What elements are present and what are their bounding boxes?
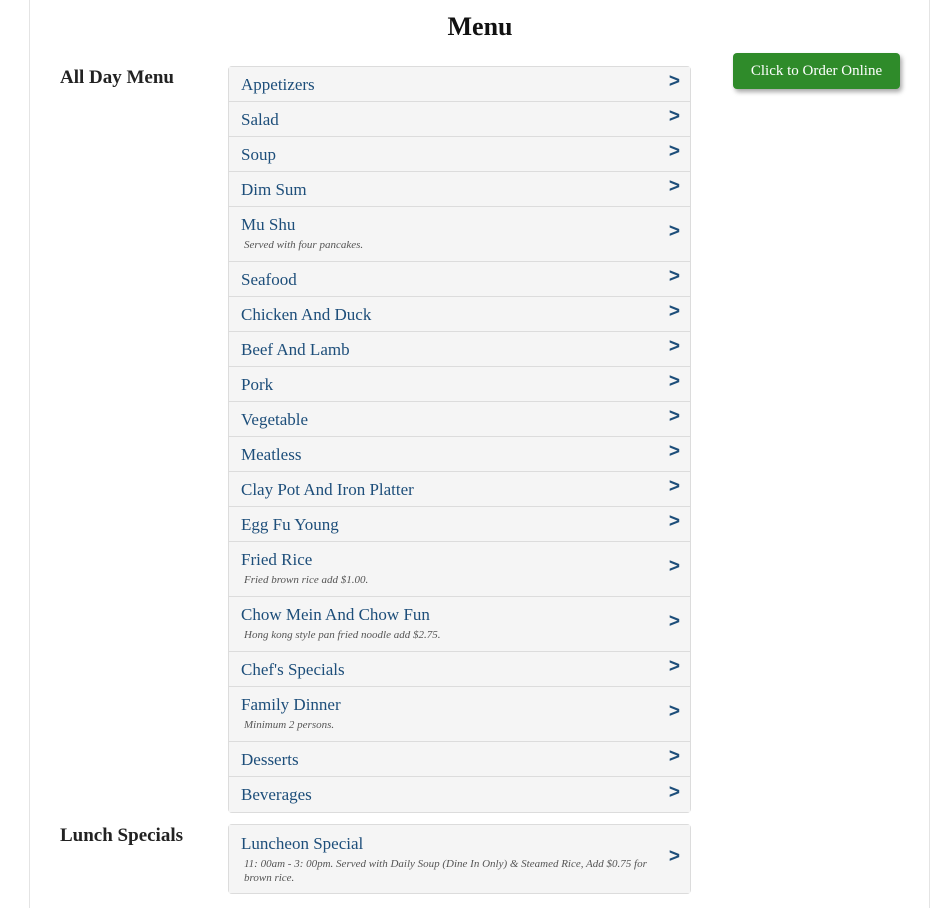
section-title-all-day-menu: All Day Menu [60, 67, 174, 88]
chevron-right-icon: > [668, 745, 680, 767]
menu-item-name: Meatless [241, 445, 302, 464]
chevron-right-icon: > [668, 845, 680, 867]
chevron-right-icon: > [668, 781, 680, 803]
menu-item-beef-and-lamb[interactable] [229, 332, 690, 367]
menu-item-name: Chicken And Duck [241, 305, 372, 324]
menu-item-appetizers[interactable] [229, 67, 690, 102]
menu-item-name: Pork [241, 375, 274, 394]
menu-item-family-dinner[interactable] [229, 687, 690, 742]
menu-item-name: Luncheon Special [241, 834, 364, 853]
menu-item-mu-shu[interactable] [229, 207, 690, 262]
menu-item-name: Egg Fu Young [241, 515, 339, 534]
lunch-specials-list [228, 824, 691, 894]
chevron-right-icon: > [668, 335, 680, 357]
page-title: Menu [447, 12, 513, 41]
menu-item-name: Chef's Specials [241, 660, 345, 679]
chevron-right-icon: > [668, 70, 680, 92]
menu-item-desserts[interactable] [229, 742, 690, 777]
menu-item-name: Salad [241, 110, 279, 129]
chevron-right-icon: > [668, 510, 680, 532]
menu-item-name: Vegetable [241, 410, 309, 429]
section-title-lunch-specials: Lunch Specials [60, 825, 184, 846]
menu-item-chefs-specials[interactable] [229, 652, 690, 687]
menu-item-name: Soup [241, 145, 276, 164]
menu-item-seafood[interactable] [229, 262, 690, 297]
menu-item-name: Beverages [241, 785, 312, 804]
menu-item-name: Beef And Lamb [241, 340, 350, 359]
menu-item-salad[interactable] [229, 102, 690, 137]
menu-item-note: Hong kong style pan fried noodle add $2.75. [244, 629, 441, 641]
chevron-right-icon: > [668, 655, 680, 677]
chevron-right-icon: > [668, 475, 680, 497]
chevron-right-icon: > [668, 610, 680, 632]
menu-item-note: 11: 00am - 3: 00pm. Served with Daily Soup (Dine In Only) & Steamed Rice, Add $0.75 for brown rice. [244, 858, 647, 884]
menu-item-beverages[interactable] [229, 777, 690, 812]
chevron-right-icon: > [668, 300, 680, 322]
menu-item-luncheon-special[interactable] [229, 825, 690, 893]
chevron-right-icon: > [668, 370, 680, 392]
menu-item-dim-sum[interactable] [229, 172, 690, 207]
menu-item-name: Family Dinner [241, 695, 341, 714]
menu-item-chicken-and-duck[interactable] [229, 297, 690, 332]
all-day-menu-list [228, 66, 691, 813]
chevron-right-icon: > [668, 105, 680, 127]
chevron-right-icon: > [668, 555, 680, 577]
menu-item-name: Chow Mein And Chow Fun [241, 605, 430, 624]
menu-item-name: Mu Shu [241, 215, 296, 234]
menu-item-name: Fried Rice [241, 550, 313, 569]
menu-item-vegetable[interactable] [229, 402, 690, 437]
chevron-right-icon: > [668, 265, 680, 287]
chevron-right-icon: > [668, 175, 680, 197]
chevron-right-icon: > [668, 700, 680, 722]
menu-item-soup[interactable] [229, 137, 690, 172]
menu-item-pork[interactable] [229, 367, 690, 402]
chevron-right-icon: > [668, 140, 680, 162]
menu-item-egg-fu-young[interactable] [229, 507, 690, 542]
menu-item-name: Seafood [241, 270, 297, 289]
menu-item-fried-rice[interactable] [229, 542, 690, 597]
menu-item-note: Fried brown rice add $1.00. [244, 574, 369, 586]
chevron-right-icon: > [668, 405, 680, 427]
menu-item-name: Appetizers [241, 75, 315, 94]
menu-item-meatless[interactable] [229, 437, 690, 472]
menu-item-name: Dim Sum [241, 180, 307, 199]
menu-item-name: Clay Pot And Iron Platter [241, 480, 414, 499]
chevron-right-icon: > [668, 220, 680, 242]
menu-item-note: Minimum 2 persons. [244, 719, 335, 731]
menu-item-chow-mein-and-chow-fun[interactable] [229, 597, 690, 652]
menu-item-note: Served with four pancakes. [244, 239, 364, 251]
menu-item-clay-pot-and-iron-platter[interactable] [229, 472, 690, 507]
order-online-button[interactable]: Click to Order Online [733, 53, 900, 89]
chevron-right-icon: > [668, 440, 680, 462]
menu-item-name: Desserts [241, 750, 299, 769]
